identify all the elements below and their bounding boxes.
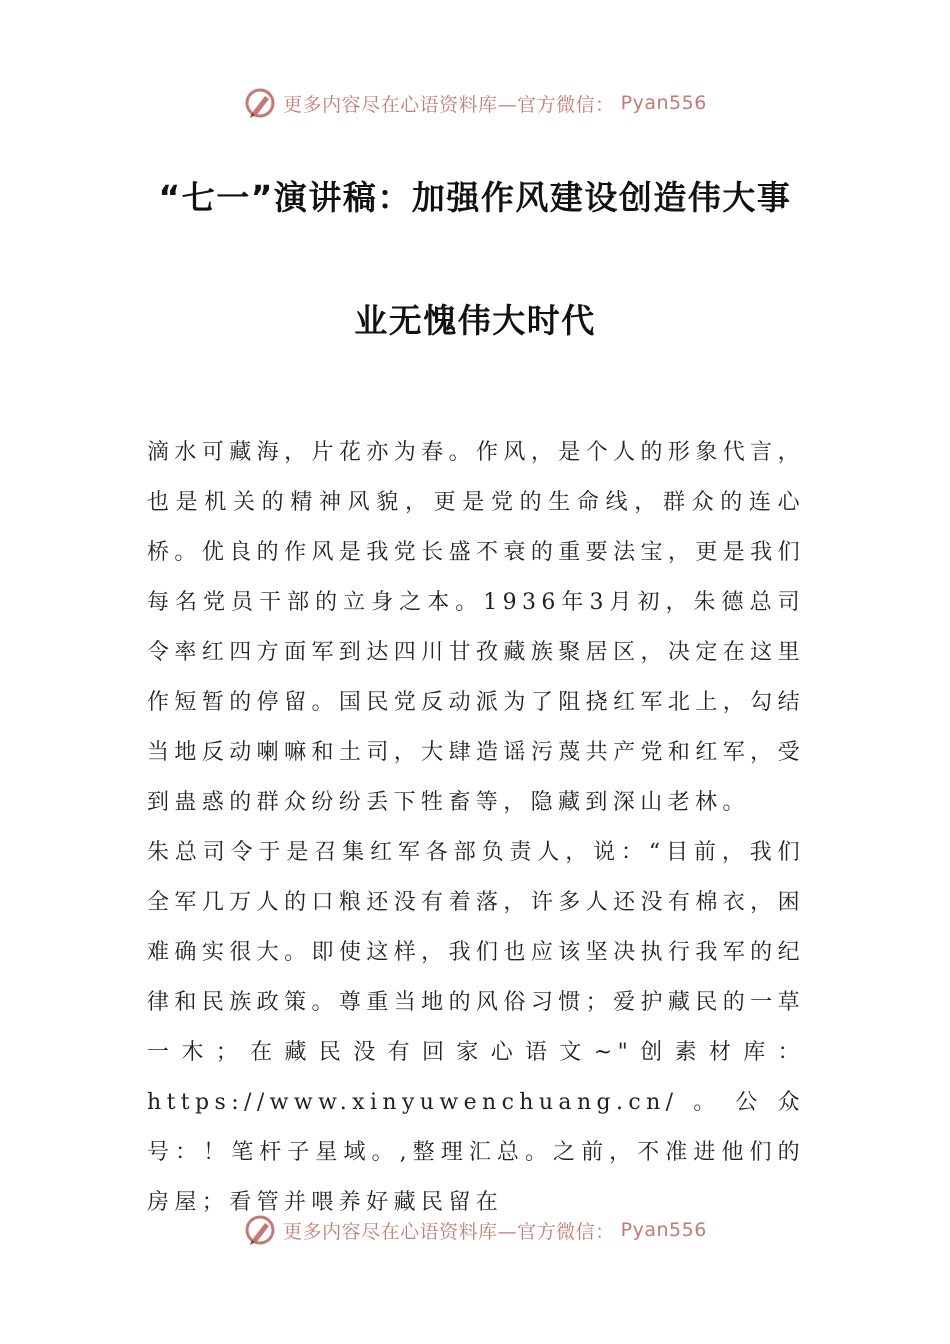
header-watermark [0,86,950,120]
watermark-account: Pyan556 [620,92,707,114]
paragraph: 滴水可藏海，片花亦为春。作风，是个人的形象代言，也是机关的精神风貌，更是党的生命线，群众的连心桥。优良的作风是我党长盛不衰的重要法宝，更是我们每名党员干部的立身之本。1936年3月初，朱德总司令率红四方面军到达四川甘孜藏族聚居区，决定在这里作短暂的停留。国民党反动派为了阻挠红军北上，勾结当地反动喇嘛和土司，大肆造谣污蔑共产党和红军，受到蛊惑的群众纷纷丢下牲畜等，隐藏到深山老林。 [147,440,805,815]
pen-logo-icon [243,86,277,120]
watermark-text: 更多内容尽在心语资料库—官方微信： [283,93,615,116]
article-body [147,428,805,1228]
pen-logo-icon [243,1213,277,1247]
title-line-1: “七一”演讲稿：加强作风建设创造伟大事 [158,178,792,217]
watermark-account: Pyan556 [620,1219,707,1241]
watermark-text: 更多内容尽在心语资料库—官方微信： [283,1220,615,1243]
paragraph: 朱总司令于是召集红军各部负责人，说：“目前，我们全军几万人的口粮还没有着落，许多人还没有棉衣，困难确实很大。即使这样，我们也应该坚决执行我军的纪律和民族政策。尊重当地的风俗习惯；爱护藏民的一草一木；在藏民没有回家心语文~"创素材库：https://www.xinyuwenchuang.cn/。公众号：！笔杆子星域。,整理汇总。之前，不准进他们的房屋；看管并喂养好藏民留在 [147,840,805,1215]
title-line-2: 业无愧伟大时代 [354,301,596,340]
footer-watermark [0,1213,950,1247]
